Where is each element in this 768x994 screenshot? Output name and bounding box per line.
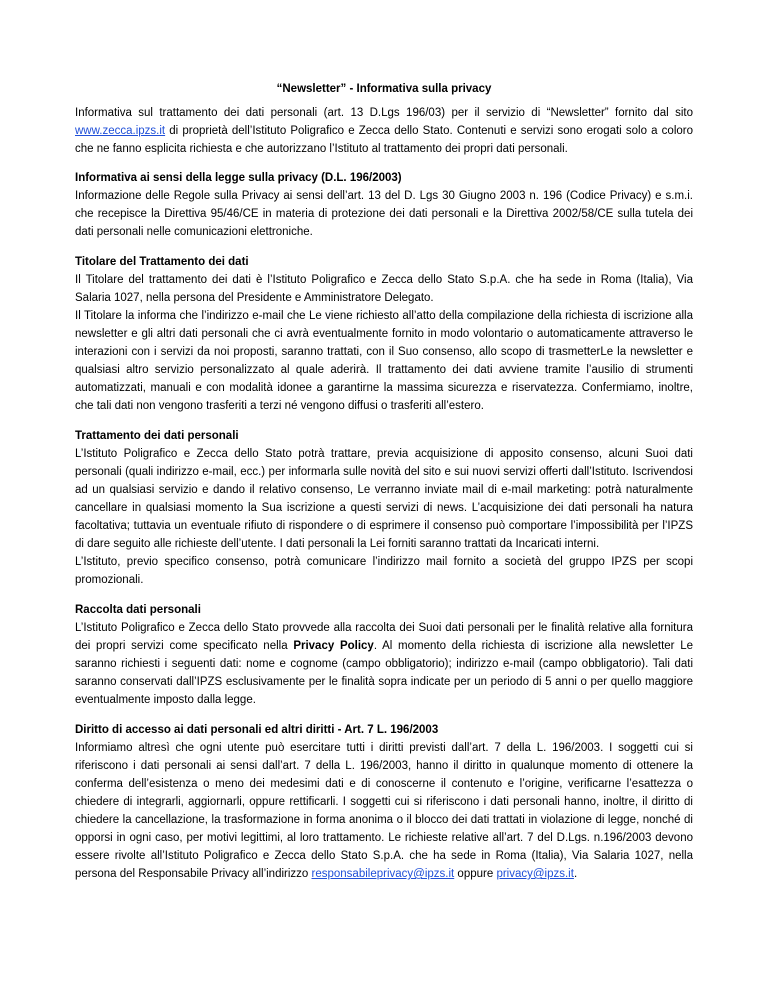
section-heading: Informativa ai sensi della legge sulla privacy (D.L. 196/2003)	[75, 172, 402, 184]
section-paragraph: L’Istituto Poligrafico e Zecca dello Stato potrà trattare, previa acquisizione di apposito consenso, alcuni Suoi dati personali (quali indirizzo e-mail, ecc.) per informarla sulle novità del sito e sui nuovi servizi offerti dall’Istituto. Iscrivendosi ad un qualsiasi servizio e dando il relativo consenso, Le verranno inviate mail di e-mail marketing: potrà naturalmente cancellare in qualsiasi momento la Sua iscrizione a questi servizi di news. L’acquisizione dei dati personali ha natura facoltativa; tuttavia un eventuale rifiuto di rispondere o di esprimere il consenso può comportare l’impossibilità per l’IPZS di dare seguito alle richieste dell’utente. I dati personali la Lei forniti saranno trattati da Incaricati interni.	[75, 448, 693, 550]
section-heading: Trattamento dei dati personali	[75, 430, 239, 442]
site-link[interactable]: www.zecca.ipzs.it	[75, 125, 166, 137]
responsabile-privacy-email-link[interactable]: responsabileprivacy@ipzs.it	[311, 868, 455, 880]
section-paragraph: Il Titolare la informa che l’indirizzo e-mail che Le viene richiesto all’atto della compilazione della richiesta di iscrizione alla newsletter e gli altri dati personali che ci avrà eventualmente fornito in modo volontario o automaticamente attraverso le interazioni con i servizi da noi proposti, saranno trattati, con il Suo consenso, allo scopo di trasmetterLe la newsletter e qualsiasi altro servizio personalizzato al quale aderirà. Il trattamento dei dati avviene tramite l’ausilio di strumenti automatizzati, manuali e con modalità idonee a garantirne la massima sicurezza e riservatezza. Confermiamo, inoltre, che tali dati non vengono trasferiti a terzi né vengono diffusi o trasferiti all’estero.	[75, 310, 693, 412]
section-heading: Diritto di accesso ai dati personali ed altri diritti - Art. 7 L. 196/2003	[75, 724, 439, 736]
document-body	[75, 104, 693, 895]
intro-paragraph	[75, 104, 693, 158]
privacy-policy-emphasis: Privacy Policy	[293, 640, 374, 652]
section-text: L’Istituto Poligrafico e Zecca dello Stato provvede alla raccolta dei Suoi dati personali per le finalità relative alla fornitura dei propri servizi come specificato nella	[75, 622, 693, 652]
privacy-email-link[interactable]: privacy@ipzs.it	[496, 868, 574, 880]
intro-text: Informativa sul trattamento dei dati personali (art. 13 D.Lgs 196/03) per il servizio di “Newsletter” fornito dal sito	[75, 107, 693, 119]
section-text-end: .	[573, 868, 578, 880]
section-privacy-law	[75, 169, 693, 241]
intro-text-cont: di proprietà dell’Istituto Poligrafico e Zecca dello Stato. Contenuti e servizi sono erogati solo a coloro che ne fanno esplicita richiesta e che autorizzano l’Istituto al trattamento dei propri dati personali.	[75, 125, 693, 155]
section-access-rights	[75, 721, 693, 883]
section-text-or: oppure	[454, 868, 497, 880]
section-heading: Raccolta dati personali	[75, 604, 201, 616]
section-data-processing	[75, 427, 693, 589]
section-paragraph	[75, 739, 693, 883]
intro-section	[75, 104, 693, 158]
section-paragraph: Il Titolare del trattamento dei dati è l’Istituto Poligrafico e Zecca dello Stato S.p.A. che ha sede in Roma (Italia), Via Salaria 1027, nella persona del Presidente e Amministratore Delegato.	[75, 274, 693, 304]
section-text: Informiamo altresì che ogni utente può esercitare tutti i diritti previsti dall’art. 7 della L. 196/2003. I soggetti cui si riferiscono i dati personali ai sensi dall’art. 7 della L. 196/2003, hanno il diritto in qualunque momento di ottenere la conferma dell’esistenza o meno dei medesimi dati e di conoscerne il contenuto e l’origine, verificarne l’esattezza o chiedere di integrarli, aggiornarli, oppure rettificarli. I soggetti cui si riferiscono i dati personali hanno, inoltre, il diritto di chiedere la cancellazione, la trasformazione in forma anonima o il blocco dei dati trattati in violazione di legge, nonché di opporsi in ogni caso, per motivi legittimi, al loro trattamento. Le richieste relative all’art. 7 del D.Lgs. n.196/2003 devono essere rivolte all’Istituto Poligrafico e Zecca dello Stato S.p.A. che ha sede in Roma (Italia), Via Salaria 1027, nella persona del Responsabile Privacy all’indirizzo	[75, 742, 693, 880]
section-text-cont: . Al momento della richiesta di iscrizione alla newsletter Le saranno richiesti i seguenti dati: nome e cognome (campo obbligatorio); indirizzo e-mail (campo obbligatorio). Tali dati saranno conservati dall’IPZS esclusivamente per le finalità sopra indicate per un periodo di 5 anni o per quello maggiore eventualmente imposto dalla legge.	[75, 640, 693, 706]
section-heading: Titolare del Trattamento dei dati	[75, 256, 249, 268]
section-data-controller	[75, 253, 693, 415]
section-paragraph: Informazione delle Regole sulla Privacy ai sensi dell’art. 13 del D. Lgs 30 Giugno 2003 n. 196 (Codice Privacy) e s.m.i. che recepisce la Direttiva 95/46/CE in materia di protezione dei dati personali e la Direttiva 2002/58/CE sulla tutela dei dati personali nelle comunicazioni elettroniche.	[75, 190, 693, 238]
section-data-collection	[75, 601, 693, 709]
page-title: “Newsletter” - Informativa sulla privacy	[276, 83, 492, 95]
section-paragraph	[75, 619, 693, 709]
section-paragraph: L’Istituto, previo specifico consenso, potrà comunicare l’indirizzo mail fornito a società del gruppo IPZS per scopi promozionali.	[75, 556, 693, 586]
